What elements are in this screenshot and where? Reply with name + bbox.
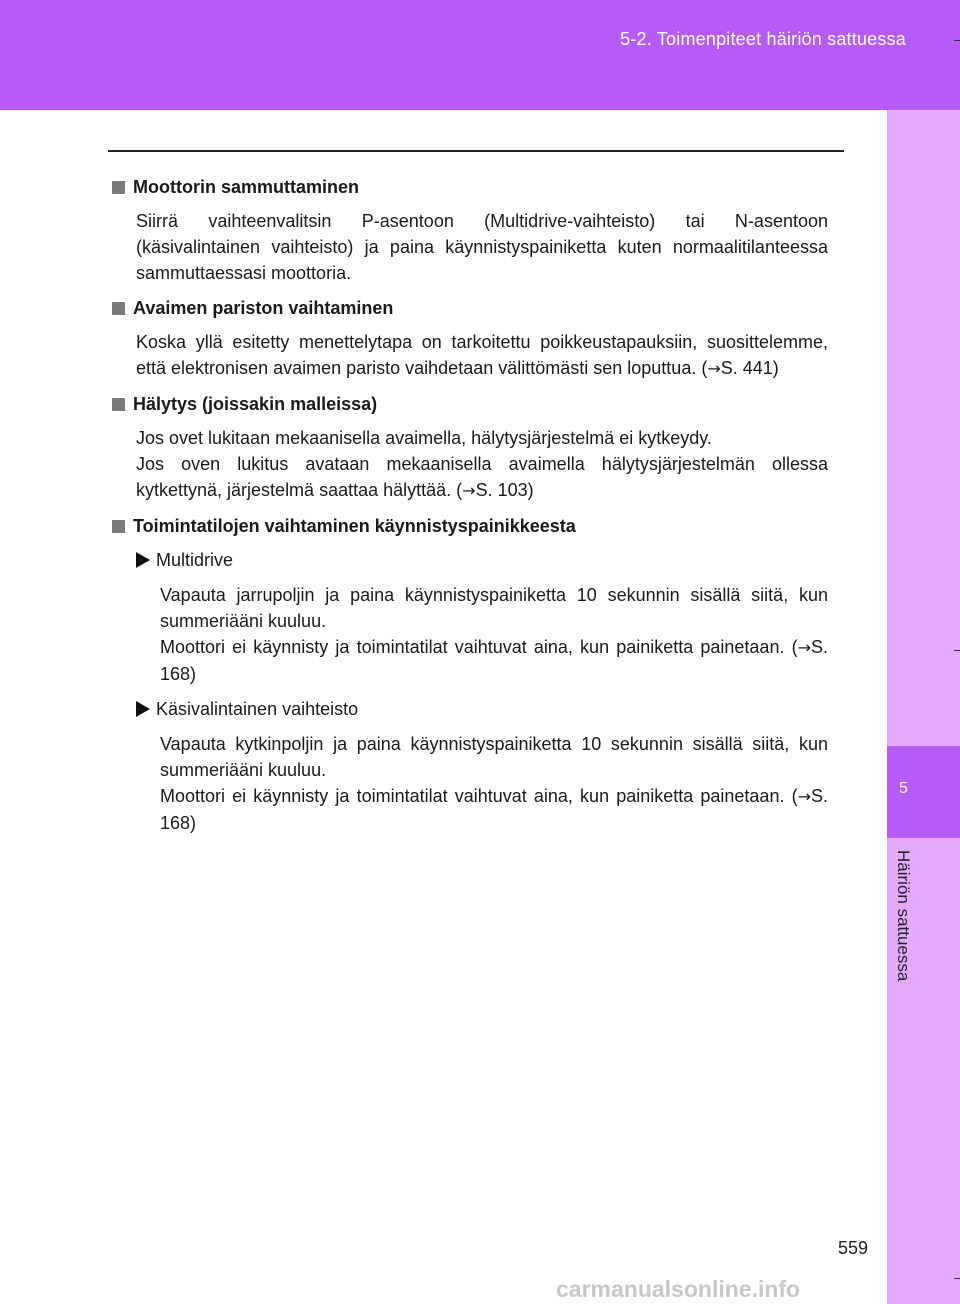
watermark: carmanualsonline.info (556, 1276, 801, 1302)
crop-mark (954, 1278, 960, 1279)
list-item (136, 696, 828, 722)
paragraph-text: Moottori ei käynnisty ja toimintatilat vaihtuvat aina, kun painiketta painetaan. ( (160, 786, 798, 806)
square-bullet-icon (112, 181, 125, 194)
section-heading (112, 295, 828, 321)
paragraph: Vapauta jarrupoljin ja paina käynnistyspainiketta 10 sekunnin sisällä siitä, kun summeriääni kuuluu. (160, 585, 828, 631)
crop-mark (954, 650, 960, 651)
arrow-right-icon: → (797, 787, 811, 806)
section-heading (112, 391, 828, 417)
paragraph (136, 329, 828, 382)
paragraph: Jos ovet lukitaan mekaanisella avaimella, hälytysjärjestelmä ei kytkeydy. (136, 428, 712, 448)
header-rule (108, 150, 844, 152)
paragraph-text: Moottori ei käynnisty ja toimintatilat vaihtuvat aina, kun painiketta painetaan. ( (160, 637, 798, 657)
section-heading-text: Toimintatilojen vaihtaminen käynnistyspainikkeesta (133, 516, 576, 536)
paragraph: Siirrä vaihteenvalitsin P-asentoon (Multidrive-vaihteisto) tai N-asentoon (käsivalintainen vaihteisto) ja paina käynnistyspainiketta kuten normaalitilanteessa sammuttaessasi moottoria. (136, 211, 828, 283)
page-reference-link[interactable]: S. 168) (160, 786, 828, 833)
arrow-right-icon: → (707, 359, 721, 378)
section-heading (112, 174, 828, 200)
chapter-number: 5 (899, 780, 908, 797)
paragraph-text: Koska yllä esitetty menettelytapa on tarkoitettu poikkeustapauksiin, suosittelemme, että elektronisen avaimen paristo vaihdetaan välittömästi sen loputtua. ( (136, 332, 828, 378)
page-number: 559 (838, 1238, 869, 1258)
list-item (136, 547, 828, 573)
paragraph-text: Jos oven lukitus avataan mekaanisella avaimella hälytysjärjestelmän ollessa kytkettynä, järjestelmä saattaa hälyttää. ( (136, 454, 828, 500)
crop-mark (954, 40, 960, 41)
list-item-label: Käsivalintainen vaihteisto (156, 699, 359, 719)
section-heading (112, 513, 828, 539)
header-band (0, 0, 960, 110)
arrow-right-icon: → (462, 481, 476, 500)
list-item-label: Multidrive (156, 550, 234, 570)
page-content (112, 174, 828, 845)
triangle-bullet-icon (136, 552, 150, 568)
paragraph (160, 634, 828, 687)
chapter-side-tab (887, 110, 960, 1304)
chapter-label: Häiriön sattuessa (894, 850, 913, 982)
section-heading-text: Moottorin sammuttaminen (133, 177, 360, 197)
page-reference-link[interactable]: S. 168) (160, 637, 828, 684)
square-bullet-icon (112, 520, 125, 533)
section-title: 5-2. Toimenpiteet häiriön sattuessa (620, 29, 906, 49)
page-reference-link[interactable]: S. 103) (475, 480, 534, 500)
section-heading-text: Hälytys (joissakin malleissa) (133, 394, 378, 414)
paragraph: Vapauta kytkinpoljin ja paina käynnistyspainiketta 10 sekunnin sisällä siitä, kun summeriääni kuuluu. (160, 734, 828, 780)
square-bullet-icon (112, 302, 125, 315)
square-bullet-icon (112, 398, 125, 411)
arrow-right-icon: → (797, 638, 811, 657)
triangle-bullet-icon (136, 701, 150, 717)
paragraph (136, 451, 828, 504)
page-reference-link[interactable]: S. 441) (720, 358, 779, 378)
section-heading-text: Avaimen pariston vaihtaminen (133, 298, 394, 318)
paragraph (160, 783, 828, 836)
